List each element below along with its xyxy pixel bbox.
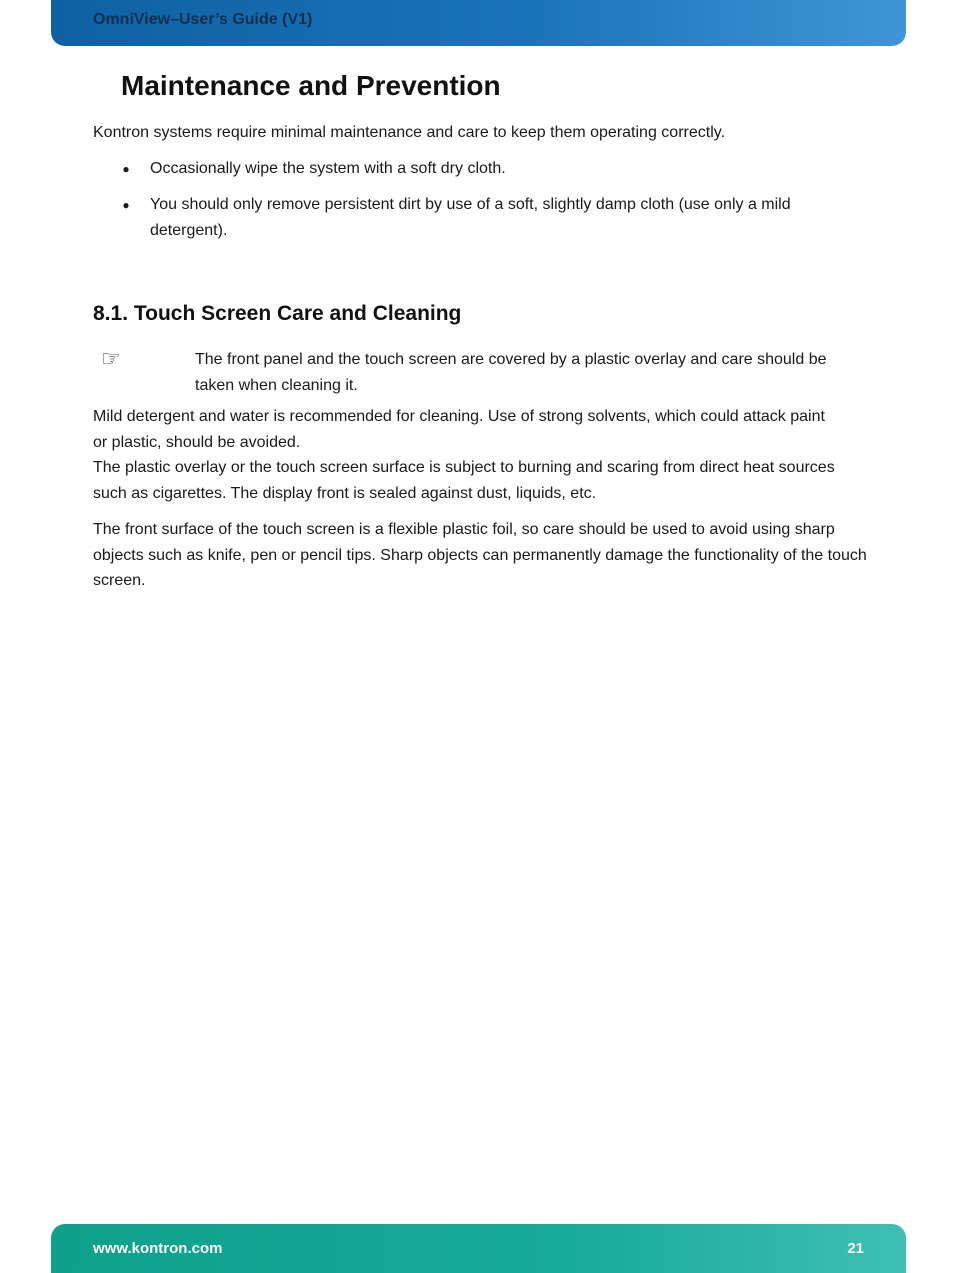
bullet-icon: ● — [122, 198, 130, 212]
footer-url: www.kontron.com — [93, 1240, 223, 1257]
page-number: 21 — [847, 1240, 864, 1257]
paragraph-overlay: The plastic overlay or the touch screen surface is subject to burning and scaring from direct heat sources such as cigarettes. The display front is sealed against dust, liquids, etc. — [93, 459, 835, 502]
note-text: The front panel and the touch screen are covered by a plastic overlay and care should be taken when cleaning it. — [195, 351, 827, 394]
pointing-hand-icon: ☞ — [101, 346, 121, 371]
bullet-icon: ● — [122, 162, 130, 176]
subsection-title: 8.1. Touch Screen Care and Cleaning — [93, 302, 462, 325]
bullet-text: You should only remove persistent dirt by use of a soft, slightly damp cloth (use only a mild detergent). — [150, 196, 791, 239]
paragraph-front-surface: The front surface of the touch screen is a flexible plastic foil, so care should be used to avoid using sharp objects such as knife, pen or pencil tips. Sharp objects can permanently damage the functionality of the touch screen. — [93, 521, 867, 589]
header-title: OmniView–User’s Guide (V1) — [93, 11, 313, 28]
bullet-text: Occasionally wipe the system with a soft dry cloth. — [150, 160, 506, 177]
page-footer — [51, 1224, 906, 1273]
paragraph-detergent: Mild detergent and water is recommended for cleaning. Use of strong solvents, which could attack paint or plastic, should be avoided. — [93, 408, 825, 451]
section-intro: Kontron systems require minimal maintenance and care to keep them operating correctly. — [93, 124, 726, 141]
section-title: Maintenance and Prevention — [121, 70, 501, 101]
bullet-item — [120, 192, 840, 244]
bullet-item — [120, 156, 840, 182]
page-header — [51, 0, 906, 46]
